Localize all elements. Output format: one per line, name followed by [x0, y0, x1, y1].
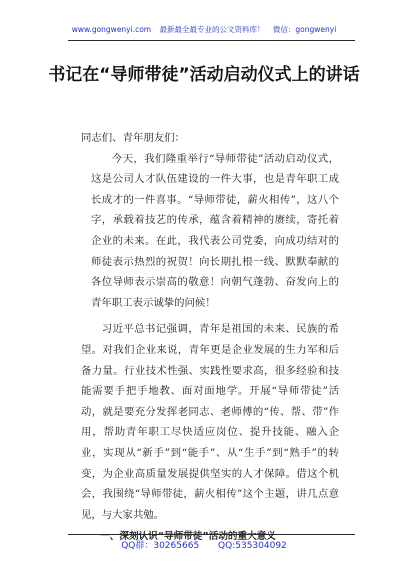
- footer-divider: [68, 534, 355, 535]
- document-body: [81, 128, 339, 548]
- section-heading-1: 一、深刻认识“导师带徒”活动的重大意义: [100, 531, 276, 543]
- header-divider: [68, 40, 355, 41]
- paragraph-2: 习近平总书记强调，青年是祖国的未来、民族的希望。对我们企业来说，青年更是企业发展的生力军和后备力量。行业技术性强、实践性要求高，很多经验和技能需要手把手地教、面对面地学。开展“导师带徒”活动，就是要充分发挥老同志、老师傅的“传、帮、带”作用，帮助青年职工尽快适应岗位、提升技能、融入企业，实现从“新手”到“能手”、从“生手”到“熟手”的转变，为企业高质量发展提供坚实的人才保障。借这个机会，我围绕“导师带徒，薪火相传”这个主题，讲几点意见，与大家共勉。: [81, 323, 339, 521]
- footer-qq-group: QQ群：30265665: [121, 541, 200, 551]
- page-header: [0, 24, 408, 35]
- footer-qq-contact: QQ:535304092: [218, 541, 287, 551]
- page-footer: [0, 538, 408, 551]
- header-tagline: 最新最全最专业的公文资料库！: [159, 25, 265, 34]
- header-wechat: 微信：gongwenyi: [272, 25, 337, 34]
- paragraph-1: 今天，我们隆重举行“导师带徒”活动启动仪式，这是公司人才队伍建设的一件大事，也是青年职工成长成才的一件喜事。“导师带徒，薪火相传”，这八个字，承载着技艺的传承，蕴含着精神的赓续，寄托着企业的未来。在此，我代表公司党委，向成功结对的师徒表示热烈的祝贺！向长期扎根一线、默默奉献的各位导师表示崇高的敬意！向朝气蓬勃、奋发向上的青年职工表示诚挚的问候！: [91, 152, 339, 309]
- header-site-link[interactable]: www.gongwenyi.com: [71, 25, 152, 34]
- document-title: 书记在“导师带徒”活动启动仪式上的讲话: [48, 65, 360, 85]
- greeting-line: 同志们、青年朋友们：: [81, 132, 185, 144]
